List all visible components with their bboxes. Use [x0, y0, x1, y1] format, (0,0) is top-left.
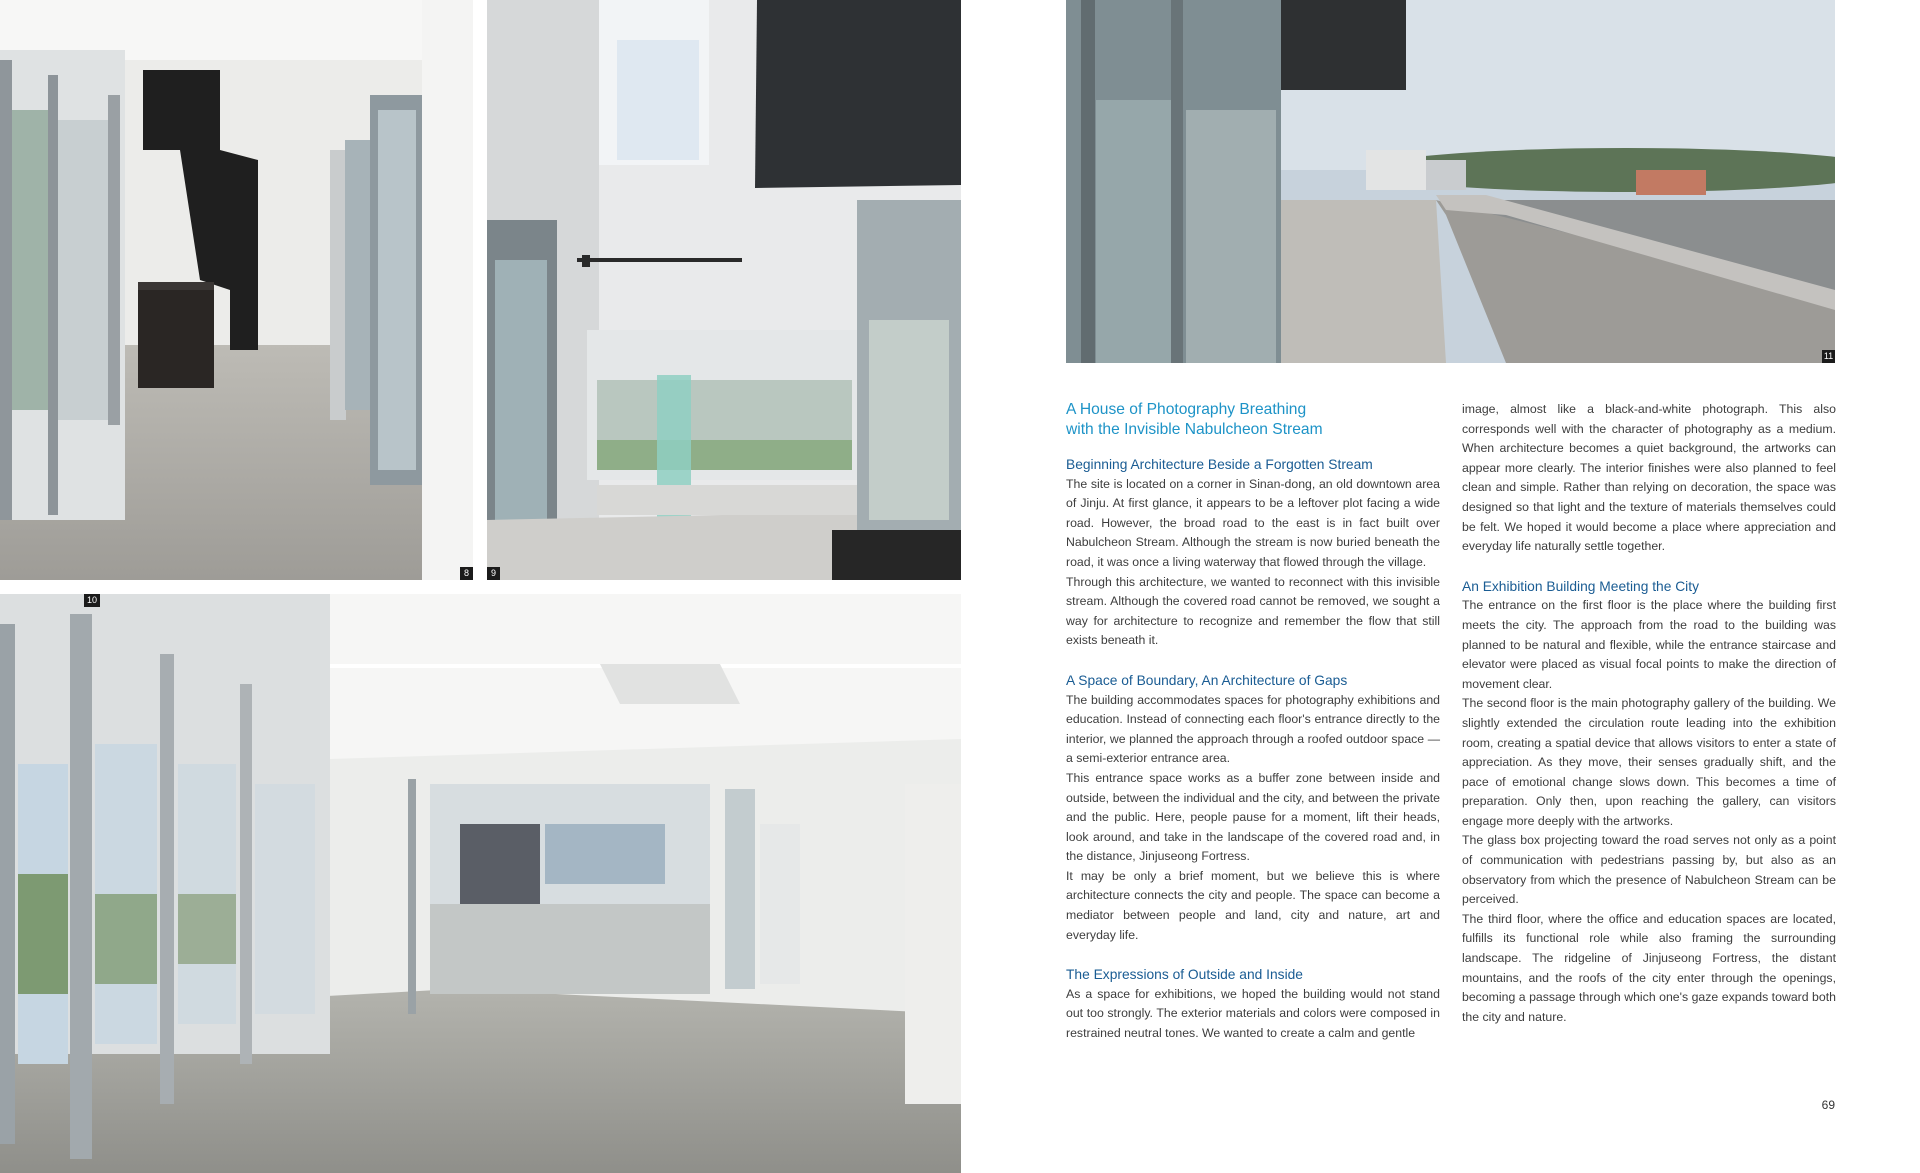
photo-double-height-gallery — [487, 0, 961, 580]
article-title-line2: with the Invisible Nabulcheon Stream — [1066, 421, 1323, 438]
section-4-paragraph-4: The third floor, where the office and education spaces are located, fulfills its functional role while also framing the surrounding landscape. The ridgeline of Jinjuseong Fortress, the distant mountains, and the roofs of the city enter through the openings, becoming a passage through which one's gaze expands toward both the city and nature. — [1462, 911, 1836, 1024]
photo-interior-staircase — [0, 0, 473, 580]
article-title-line1: A House of Photography Breathing — [1066, 401, 1307, 418]
section-1-paragraph-1: The site is located on a corner in Sinan-dong, an old downtown area of Jinju. At first glance, it appears to be a leftover plot facing a wide road. However, the broad road to the east is in fact built over Nabulcheon Stream. Although the stream is now buried beneath the road, it was once a living waterway that flowed through the village. — [1066, 476, 1440, 569]
section-3-paragraph-1: As a space for exhibitions, we hoped the building would not stand out too strongly. The exterior materials and colors were composed in restrained neutral tones. We wanted to create a calm and gentle — [1066, 986, 1440, 1041]
photo-number-8: 8 — [460, 567, 473, 580]
photo-number-10: 10 — [84, 594, 100, 607]
section-heading-4: An Exhibition Building Meeting the City — [1462, 578, 1699, 594]
section-heading-3: The Expressions of Outside and Inside — [1066, 967, 1303, 983]
section-3-paragraph-1-continued: image, almost like a black-and-white photograph. This also corresponds well with the character of photography as a medium. When architecture becomes a quiet background, the artworks can appear more clearly. The interior finishes were also planned to feel clean and simple. Rather than relying on decoration, the space was designed so that light and the texture of materials themselves could be felt. We hoped it would become a place where appreciation and everyday life naturally settle together. — [1462, 402, 1836, 554]
article-column-left — [1066, 400, 1440, 1044]
section-4-paragraph-3: The glass box projecting toward the road serves not only as a point of communication with pedestrians passing by, but also as an observatory from which the presence of Nabulcheon Stream can be perceived. — [1462, 833, 1836, 907]
article-title — [1066, 400, 1440, 440]
photo-exhibition-room — [0, 594, 961, 1173]
section-4-paragraph-2: The second floor is the main photography gallery of the building. We slightly extended the circulation route leading into the exhibition room, creating a spatial device that allows visitors to enter a state of appreciation. As they move, their senses gradually shift, and the pace of emotional change slows down. This becomes a time of preparation. Only then, upon reaching the gallery, can visitors engage more deeply with the artworks. — [1462, 696, 1836, 828]
section-heading-2: A Space of Boundary, An Architecture of Gaps — [1066, 672, 1348, 688]
article-column-right — [1462, 400, 1836, 1027]
section-2-paragraph-1: The building accommodates spaces for photography exhibitions and education. Instead of connecting each floor's entrance directly to the interior, we planned the approach through a roofed outdoor space — a semi-exterior entrance area. — [1066, 692, 1440, 766]
page-number: 69 — [1821, 1098, 1835, 1112]
section-1-paragraph-2: Through this architecture, we wanted to reconnect with this invisible stream. Although the covered road cannot be removed, we sought a way for architecture to recognize and remember the flow that still exists beneath it. — [1066, 574, 1440, 648]
section-2-paragraph-2: This entrance space works as a buffer zone between inside and outside, between the individual and the city, and between the private and the public. Here, people pause for a moment, lift their heads, look around, and take in the landscape of the covered road and, in the distance, Jinjuseong Fortress. — [1066, 770, 1440, 864]
section-4-paragraph-1: The entrance on the first floor is the place where the building first meets the city. The approach from the road to the building was planned to be natural and flexible, while the entrance staircase and elevator were placed as visual focal points to make the direction of movement clear. — [1462, 598, 1836, 691]
section-2-paragraph-3: It may be only a brief moment, but we believe this is where architecture connects the city and people. The space can become a mediator between people and land, city and nature, art and everyday life. — [1066, 868, 1440, 942]
section-heading-1: Beginning Architecture Beside a Forgotten Stream — [1066, 457, 1373, 472]
photo-roof-terrace — [1066, 0, 1835, 363]
photo-number-9: 9 — [487, 567, 500, 580]
photo-number-11: 11 — [1823, 351, 1834, 361]
